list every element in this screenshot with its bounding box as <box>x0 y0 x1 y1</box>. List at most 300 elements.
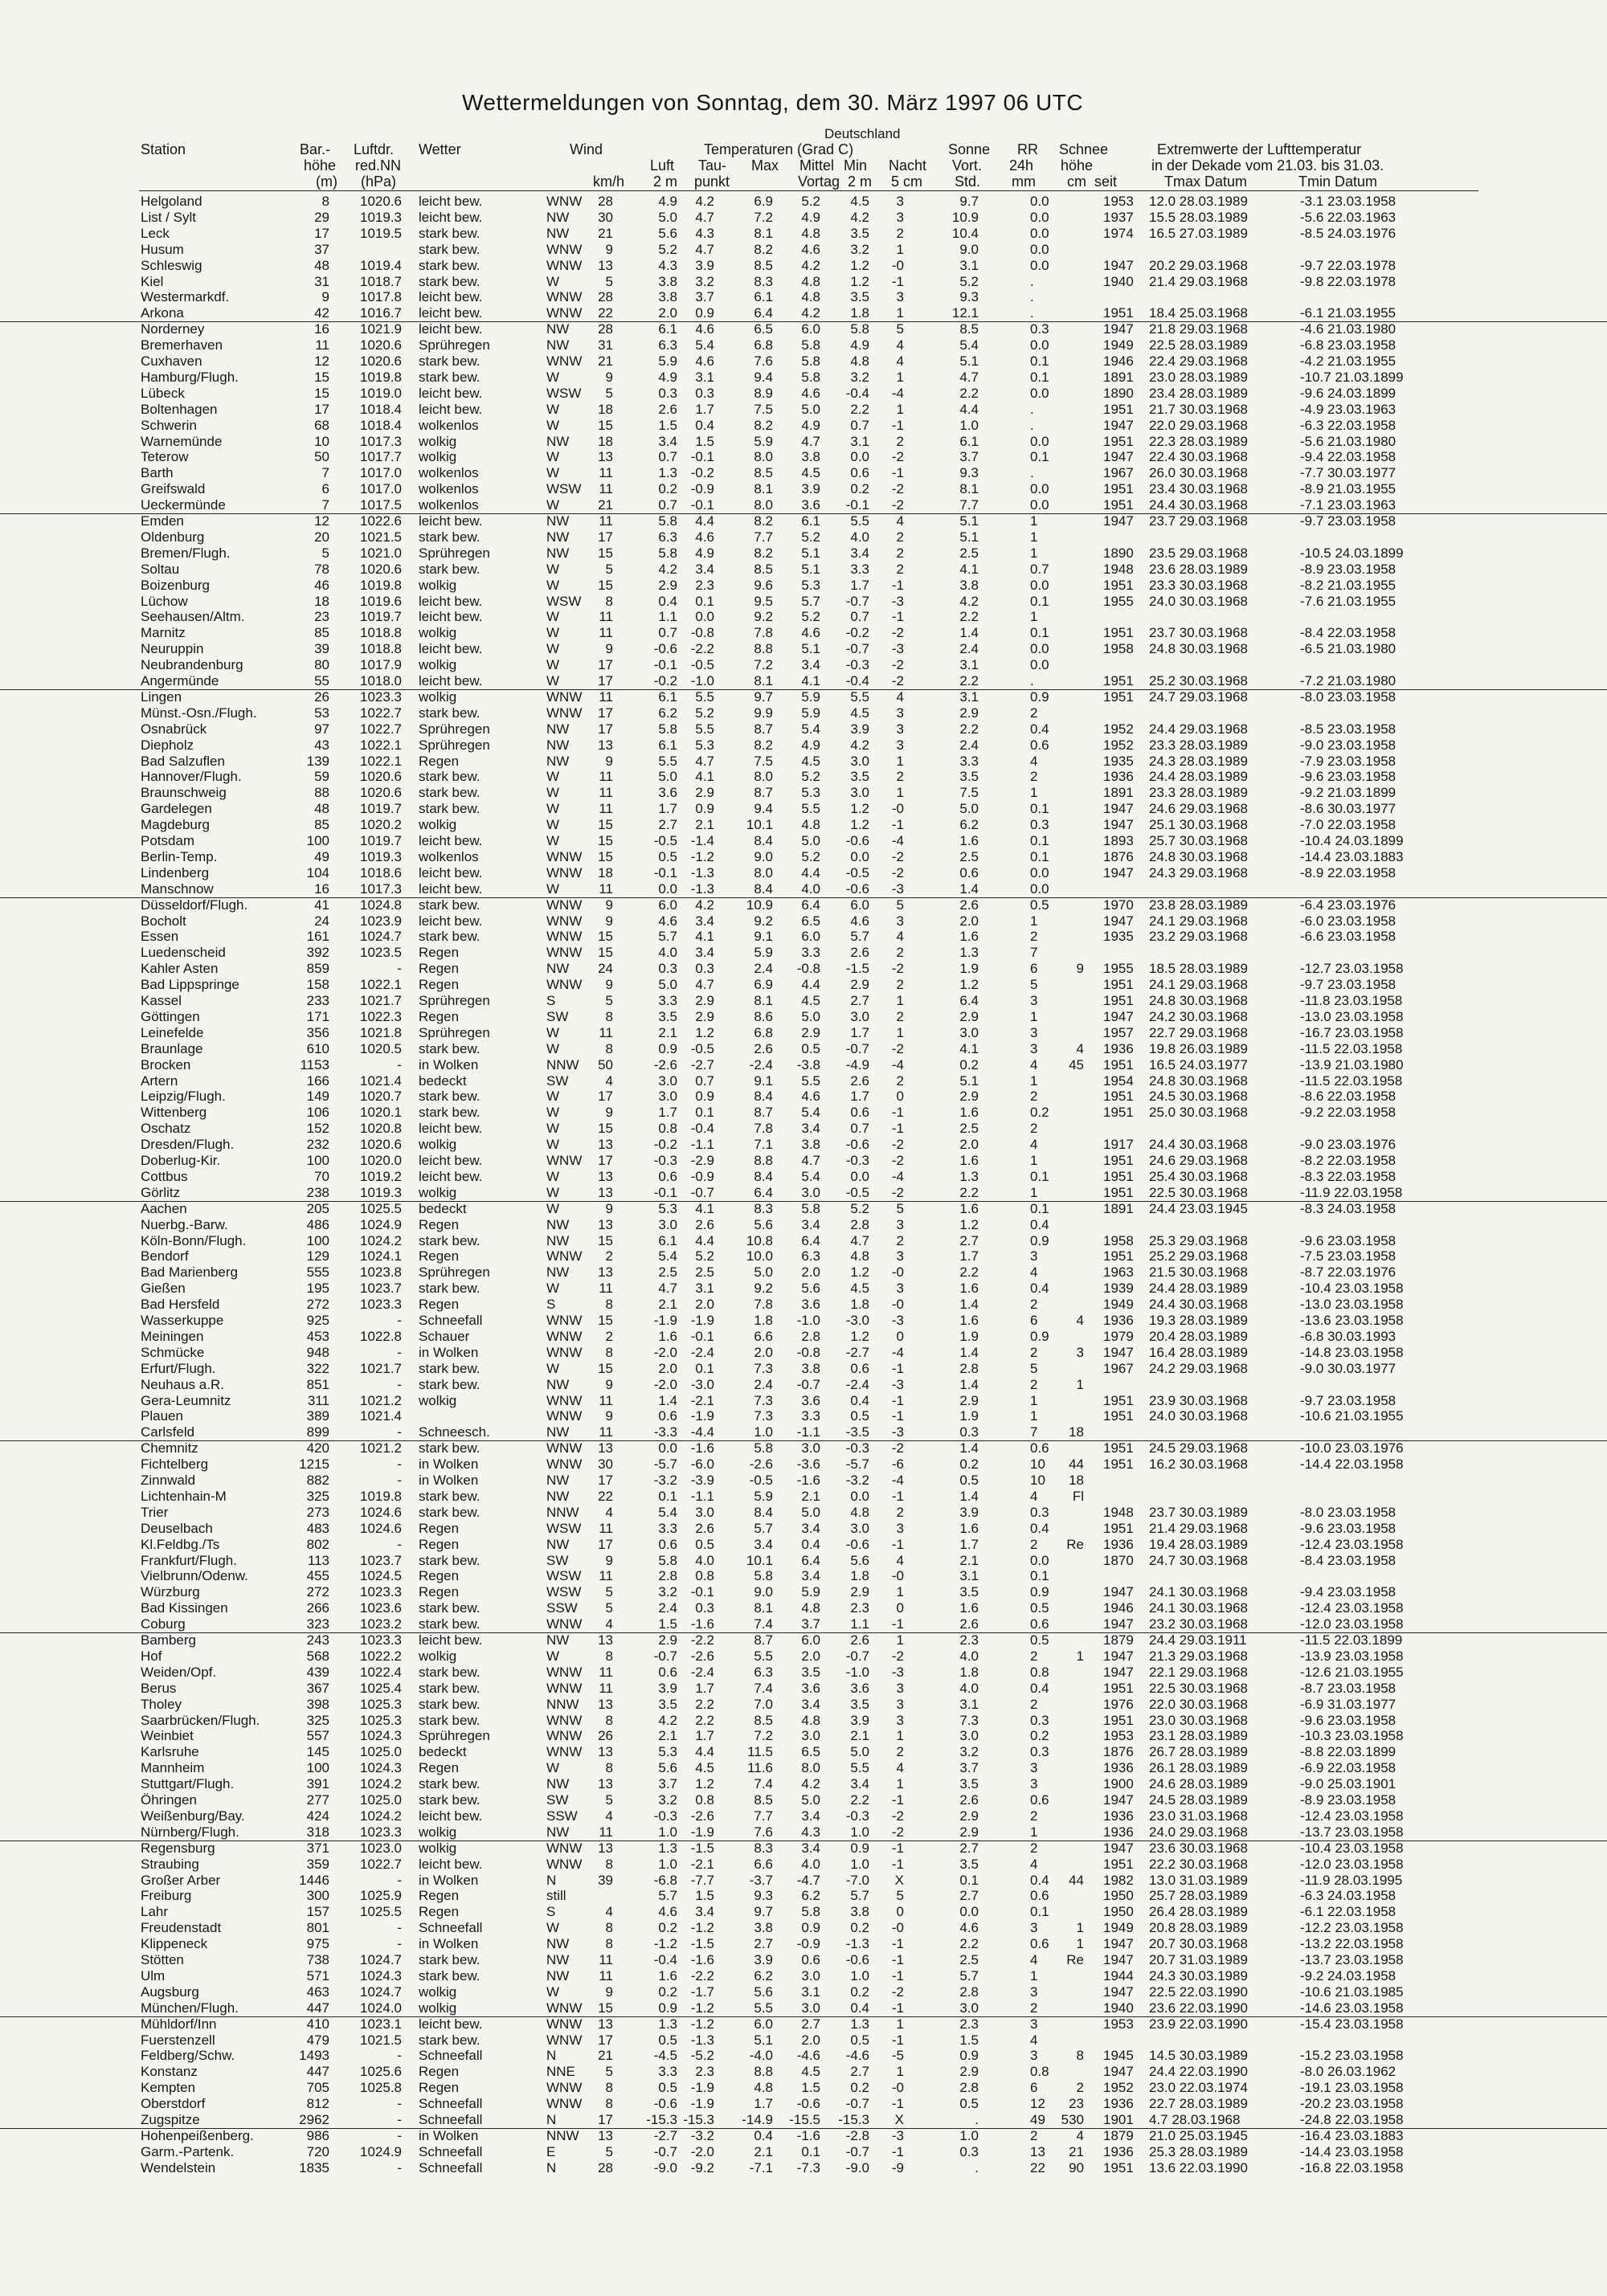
wind-direction: NW <box>546 1376 570 1392</box>
temp-max: 8.4 <box>754 1089 773 1105</box>
table-row <box>0 529 1607 545</box>
temp-air: 0.3 <box>658 961 677 977</box>
station-name: Essen <box>141 929 179 945</box>
temp-air: -3.3 <box>653 1424 677 1440</box>
temp-air: 0.7 <box>658 625 677 641</box>
temp-mean-prev: 3.4 <box>801 1808 820 1824</box>
temp-night: -2 <box>891 1824 904 1840</box>
temp-night: -2 <box>891 673 904 688</box>
tmax-record: 22.1 29.03.1968 <box>1149 1664 1248 1680</box>
pressure: 1019.8 <box>360 577 402 593</box>
weather: Schneefall <box>419 2096 483 2112</box>
temp-max: 6.4 <box>754 1184 773 1200</box>
pressure: 1019.5 <box>360 225 402 241</box>
header-min: Min <box>844 157 868 174</box>
tmax-record: 20.4 28.03.1989 <box>1149 1328 1248 1344</box>
temp-min: 0.0 <box>850 1488 869 1504</box>
temp-night: 4 <box>896 929 904 945</box>
temp-air: -5.7 <box>653 1456 677 1473</box>
precipitation: 0.1 <box>1030 449 1049 465</box>
temp-air: 6.0 <box>658 897 677 913</box>
temp-night: 3 <box>896 1712 904 1728</box>
wind-direction: NNE <box>546 2064 575 2080</box>
temp-min: 4.0 <box>850 529 869 545</box>
sunshine: 1.8 <box>959 1664 979 1680</box>
wind-speed: 5 <box>605 273 613 289</box>
sunshine: 2.2 <box>959 385 979 401</box>
sunshine: 9.0 <box>959 241 979 257</box>
tmin-record: -9.7 22.03.1978 <box>1300 257 1396 273</box>
station-name: Stötten <box>141 1952 184 1967</box>
temp-night: 1 <box>896 993 904 1008</box>
temp-air: 0.1 <box>658 1488 677 1504</box>
sunshine: 2.0 <box>959 1137 979 1153</box>
precipitation: 0.0 <box>1030 225 1049 241</box>
station-name: Neuruppin <box>141 641 204 657</box>
tmin-record: -24.8 22.03.1958 <box>1300 2112 1404 2127</box>
station-name: Konstanz <box>141 2064 198 2080</box>
weather: leicht bew. <box>419 1168 483 1184</box>
temp-max: 8.8 <box>754 641 773 657</box>
sunshine: 1.0 <box>959 417 979 433</box>
tmax-record: 25.2 30.03.1968 <box>1149 673 1248 688</box>
barometer-height: 85 <box>314 625 329 641</box>
temp-air: 3.9 <box>658 1680 677 1696</box>
temp-night: 1 <box>896 1024 904 1040</box>
temp-min: 1.3 <box>850 2016 869 2032</box>
since-year: 1947 <box>1103 2064 1134 2080</box>
pressure: 1020.6 <box>360 769 402 785</box>
since-year: 1979 <box>1103 1328 1134 1344</box>
station-name: Kempten <box>141 2080 196 2096</box>
temp-night: 5 <box>896 321 904 337</box>
temp-min: -2.8 <box>845 2127 869 2143</box>
pressure: 1021.8 <box>360 1024 402 1040</box>
temp-air: -1.2 <box>653 1936 677 1952</box>
station-name: Kl.Feldbg./Ts <box>141 1536 220 1552</box>
wind-speed: 13 <box>598 1696 613 1712</box>
precipitation: . <box>1030 417 1034 433</box>
temp-mean-prev: 5.5 <box>801 1072 820 1089</box>
station-name: Hof <box>141 1648 162 1664</box>
weather: leicht bew. <box>419 880 483 897</box>
barometer-height: 15 <box>314 385 329 401</box>
temp-night: 1 <box>896 401 904 417</box>
temp-mean-prev: 4.5 <box>801 2064 820 2080</box>
precipitation: 0.8 <box>1030 1664 1049 1680</box>
temp-dewpoint: 0.7 <box>695 1072 714 1089</box>
since-year: 1950 <box>1103 1888 1134 1904</box>
pressure: 1019.2 <box>360 1168 402 1184</box>
station-name: Öhringen <box>141 1792 197 1808</box>
temp-mean-prev: 5.3 <box>801 577 820 593</box>
since-year: 1951 <box>1103 1456 1134 1473</box>
temp-dewpoint: -1.2 <box>690 848 714 864</box>
sunshine: 1.3 <box>959 1168 979 1184</box>
pressure: 1021.4 <box>360 1072 402 1089</box>
tmin-record: -6.1 22.03.1958 <box>1300 1904 1396 1920</box>
temp-air: 2.1 <box>658 1728 677 1744</box>
temp-dewpoint: -3.0 <box>690 1376 714 1392</box>
temp-max: 9.0 <box>754 848 773 864</box>
station-name: Bad Lippspringe <box>141 977 239 993</box>
wind-direction: NW <box>546 1536 570 1552</box>
temp-min: 3.0 <box>850 1008 869 1024</box>
temp-min: -2.7 <box>845 1344 869 1360</box>
wind-direction: W <box>546 641 560 657</box>
wind-speed: 2 <box>605 1248 613 1264</box>
weather: Regen <box>419 1520 460 1536</box>
wind-speed: 4 <box>605 1504 613 1520</box>
precipitation: 1 <box>1030 1008 1038 1024</box>
temp-dewpoint: 3.9 <box>695 257 714 273</box>
temp-air: 5.6 <box>658 225 677 241</box>
barometer-height: 49 <box>314 848 329 864</box>
weather: stark bew. <box>419 1488 480 1504</box>
sunshine: 4.1 <box>959 561 979 577</box>
sunshine: 1.4 <box>959 1297 979 1313</box>
snow-depth: 18 <box>1069 1473 1084 1488</box>
weather: wolkig <box>419 1824 457 1840</box>
temp-min: 0.7 <box>850 609 869 625</box>
temp-air: 6.3 <box>658 529 677 545</box>
wind-direction: NW <box>546 1232 570 1248</box>
wind-direction: W <box>546 417 560 433</box>
temp-air: 0.2 <box>658 1983 677 2000</box>
temp-dewpoint: -1.9 <box>690 1408 714 1424</box>
pressure: 1024.8 <box>360 897 402 913</box>
temp-dewpoint: -2.7 <box>690 1056 714 1072</box>
tmax-record: 23.3 30.03.1968 <box>1149 577 1248 593</box>
sunshine: 1.9 <box>959 961 979 977</box>
barometer-height: 2962 <box>299 2112 329 2127</box>
precipitation: 2 <box>1030 705 1038 721</box>
temp-max: 9.2 <box>754 1281 773 1297</box>
since-year: 1879 <box>1103 1632 1134 1648</box>
temp-air: -3.2 <box>653 1473 677 1488</box>
temp-mean-prev: 4.2 <box>801 257 820 273</box>
wind-speed: 13 <box>598 1840 613 1856</box>
table-row <box>0 1888 1607 1904</box>
precipitation: 2 <box>1030 1696 1038 1712</box>
header-bar: Bar.- <box>300 141 331 157</box>
table-row <box>0 961 1607 977</box>
wind-speed: 13 <box>598 1440 613 1456</box>
header-luftdr-unit: (hPa) <box>361 174 397 190</box>
wind-direction: W <box>546 1040 560 1056</box>
wind-direction: W <box>546 1137 560 1153</box>
pressure: 1023.0 <box>360 1840 402 1856</box>
station-name: Diepholz <box>141 737 194 753</box>
wind-direction: W <box>546 577 560 593</box>
wind-direction: WNW <box>546 1408 583 1424</box>
temp-night: -1 <box>891 1952 904 1967</box>
precipitation: 1 <box>1030 513 1038 529</box>
precipitation: 10 <box>1030 1456 1045 1473</box>
wind-direction: WNW <box>546 257 583 273</box>
station-name: Wendelstein <box>141 2159 216 2175</box>
temp-night: -3 <box>891 1664 904 1680</box>
barometer-height: 389 <box>306 1408 329 1424</box>
temp-dewpoint: 2.6 <box>695 1216 714 1232</box>
snow-depth: 1 <box>1076 1920 1084 1936</box>
temp-mean-prev: 4.5 <box>801 753 820 769</box>
sunshine: 1.4 <box>959 1440 979 1456</box>
station-name: Leipzig/Flugh. <box>141 1089 226 1105</box>
barometer-height: 925 <box>306 1313 329 1328</box>
wind-speed: 4 <box>605 1808 613 1824</box>
tmin-record: -10.5 24.03.1899 <box>1300 545 1404 561</box>
wind-speed: 15 <box>598 945 613 961</box>
temp-max: 9.5 <box>754 593 773 609</box>
wind-speed: 15 <box>598 929 613 945</box>
temp-air: -4.5 <box>653 2048 677 2064</box>
temp-min: 0.9 <box>850 1840 869 1856</box>
temp-night: -2 <box>891 1184 904 1200</box>
tmin-record: -9.0 23.03.1976 <box>1300 1137 1396 1153</box>
pressure: 1023.3 <box>360 688 402 705</box>
temp-min: 3.0 <box>850 1520 869 1536</box>
barometer-height: 7 <box>321 497 329 513</box>
wind-direction: WNW <box>546 848 583 864</box>
weather: leicht bew. <box>419 673 483 688</box>
temp-dewpoint: 0.3 <box>695 961 714 977</box>
sunshine: 2.5 <box>959 545 979 561</box>
wind-direction: NW <box>546 433 570 449</box>
sunshine: 3.1 <box>959 688 979 705</box>
precipitation: 0.4 <box>1030 721 1049 737</box>
wind-speed: 11 <box>599 1824 613 1840</box>
weather: stark bew. <box>419 369 480 385</box>
wind-direction: WNW <box>546 1664 583 1680</box>
wind-direction: W <box>546 833 560 848</box>
since-year: 1951 <box>1103 1168 1134 1184</box>
temp-night: 0 <box>896 1328 904 1344</box>
weather: leicht bew. <box>419 401 483 417</box>
temp-air: -0.6 <box>653 641 677 657</box>
wind-speed: 5 <box>605 1792 613 1808</box>
temp-air: 0.6 <box>658 1408 677 1424</box>
since-year: 1951 <box>1103 673 1134 688</box>
pressure: 1023.7 <box>360 1552 402 1568</box>
temp-mean-prev: 2.1 <box>801 1488 820 1504</box>
snow-depth: 1 <box>1076 1648 1084 1664</box>
wind-speed: 15 <box>598 417 613 433</box>
temp-max: 7.7 <box>754 529 773 545</box>
barometer-height: 17 <box>314 225 329 241</box>
tmin-record: -13.0 23.03.1958 <box>1300 1008 1404 1024</box>
temp-dewpoint: 4.2 <box>695 897 714 913</box>
precipitation: 4 <box>1030 1856 1038 1872</box>
precipitation: 0.9 <box>1030 688 1049 705</box>
precipitation: 5 <box>1030 977 1038 993</box>
temp-max: 3.9 <box>754 1952 773 1967</box>
weather: leicht bew. <box>419 1808 483 1824</box>
tmax-record: 22.5 28.03.1989 <box>1149 337 1248 353</box>
temp-air: 4.2 <box>658 1712 677 1728</box>
header-vortag: Vortag <box>798 174 840 190</box>
wind-direction: WSW <box>546 1584 582 1600</box>
barometer-height: 7 <box>321 465 329 481</box>
temp-air: 1.3 <box>658 2016 677 2032</box>
table-row <box>0 1473 1607 1489</box>
table-row <box>0 305 1607 322</box>
wind-direction: WNW <box>546 929 583 945</box>
since-year: 1936 <box>1103 769 1134 785</box>
temp-min: 4.5 <box>850 705 869 721</box>
barometer-height: 104 <box>306 864 329 880</box>
temp-air: 5.6 <box>658 1760 677 1776</box>
temp-dewpoint: -0.1 <box>690 449 714 465</box>
temp-night: -1 <box>891 1121 904 1137</box>
since-year: 1951 <box>1103 1520 1134 1536</box>
barometer-height: 610 <box>306 1040 329 1056</box>
sunshine: 3.2 <box>959 1744 979 1760</box>
snow-depth: 9 <box>1076 961 1084 977</box>
station-name: Stuttgart/Flugh. <box>141 1776 235 1792</box>
header-nacht-2: 5 cm <box>891 174 923 190</box>
precipitation: 0.6 <box>1030 1792 1049 1808</box>
tmax-record: 15.5 28.03.1989 <box>1149 209 1248 225</box>
table-row <box>0 418 1607 434</box>
temp-air: -0.1 <box>653 864 677 880</box>
table-row <box>0 513 1607 529</box>
since-year: 1951 <box>1103 433 1134 449</box>
tmax-record: 23.6 22.03.1990 <box>1149 2000 1248 2016</box>
wind-speed: 15 <box>598 833 613 848</box>
pressure: 1023.8 <box>360 1264 402 1281</box>
weather: wolkig <box>419 1983 457 2000</box>
sunshine: 10.9 <box>951 209 979 225</box>
since-year: 1954 <box>1103 1072 1134 1089</box>
table-row <box>0 1057 1607 1073</box>
tmax-record: 25.3 29.03.1968 <box>1149 1232 1248 1248</box>
sunshine: 2.3 <box>959 2016 979 2032</box>
weather: wolkig <box>419 688 457 705</box>
wind-direction: WNW <box>546 945 583 961</box>
since-year: 1951 <box>1103 1105 1134 1121</box>
since-year: 1946 <box>1103 1600 1134 1616</box>
tmax-record: 25.3 28.03.1989 <box>1149 2143 1248 2159</box>
wind-direction: W <box>546 673 560 688</box>
precipitation: 1 <box>1030 529 1038 545</box>
temp-night: -0 <box>891 1264 904 1281</box>
table-row <box>0 1153 1607 1169</box>
temp-max: 8.2 <box>754 513 773 529</box>
pressure: 1017.9 <box>360 657 402 673</box>
wind-direction: W <box>546 1360 560 1376</box>
barometer-height: 568 <box>306 1648 329 1664</box>
since-year: 1947 <box>1103 1792 1134 1808</box>
table-row <box>0 274 1607 290</box>
temp-mean-prev: 2.0 <box>801 2032 820 2048</box>
temp-mean-prev: 6.0 <box>801 321 820 337</box>
sunshine: 4.0 <box>959 1680 979 1696</box>
sunshine: 1.2 <box>959 977 979 993</box>
tmin-record: -6.4 23.03.1976 <box>1300 897 1396 913</box>
pressure: 1023.3 <box>360 1632 402 1648</box>
sunshine: 2.8 <box>959 2080 979 2096</box>
pressure: 1023.5 <box>360 945 402 961</box>
barometer-height: 899 <box>306 1424 329 1440</box>
header-luft-2: 2 m <box>653 174 678 190</box>
tmin-record: -10.0 23.03.1976 <box>1300 1440 1404 1456</box>
temp-min: 1.0 <box>850 1824 869 1840</box>
table-row <box>0 370 1607 386</box>
precipitation: . <box>1030 305 1034 321</box>
pressure: 1023.6 <box>360 1600 402 1616</box>
station-name: Angermünde <box>141 673 219 688</box>
sunshine: 2.9 <box>959 1089 979 1105</box>
wind-speed: 17 <box>598 1089 613 1105</box>
temp-dewpoint: -0.7 <box>690 1184 714 1200</box>
temp-min: -7.0 <box>845 1872 869 1888</box>
temp-night: X <box>894 2112 904 2127</box>
temp-mean-prev: -3.8 <box>796 1056 820 1072</box>
temp-max: 8.6 <box>754 1008 773 1024</box>
temp-mean-prev: 5.3 <box>801 785 820 801</box>
temp-night: -1 <box>891 1488 904 1504</box>
tmax-record: 22.7 29.03.1968 <box>1149 1024 1248 1040</box>
temp-air: -9.0 <box>653 2159 677 2175</box>
temp-air: 1.5 <box>658 417 677 433</box>
temp-min: 2.1 <box>850 1728 869 1744</box>
tmin-record: -9.2 24.03.1958 <box>1300 1967 1396 1983</box>
precipitation: 0.0 <box>1030 337 1049 353</box>
tmin-record: -9.7 23.03.1958 <box>1300 1392 1396 1408</box>
station-name: Bad Hersfeld <box>141 1297 220 1313</box>
temp-air: 1.4 <box>658 1392 677 1408</box>
temp-min: 1.7 <box>850 577 869 593</box>
temp-max: 8.3 <box>754 273 773 289</box>
pressure: 1021.7 <box>360 993 402 1008</box>
table-row <box>0 1424 1607 1441</box>
temp-night: -2 <box>891 449 904 465</box>
tmin-record: -4.2 21.03.1955 <box>1300 353 1396 369</box>
pressure: 1020.0 <box>360 1153 402 1168</box>
station-name: Potsdam <box>141 833 195 848</box>
tmax-record: 23.6 30.03.1968 <box>1149 1840 1248 1856</box>
barometer-height: 12 <box>314 353 329 369</box>
tmax-record: 16.5 27.03.1989 <box>1149 225 1248 241</box>
weather: Sprühregen <box>419 721 490 737</box>
precipitation: 6 <box>1030 961 1038 977</box>
tmax-record: 16.2 30.03.1968 <box>1149 1456 1248 1473</box>
temp-mean-prev: 4.8 <box>801 289 820 305</box>
pressure: 1025.0 <box>360 1744 402 1760</box>
tmax-record: 24.6 29.03.1968 <box>1149 1153 1248 1168</box>
temp-max: 9.1 <box>754 1072 773 1089</box>
temp-dewpoint: 4.1 <box>695 1200 714 1216</box>
precipitation: 12 <box>1030 2096 1045 2112</box>
wind-speed: 22 <box>598 1488 613 1504</box>
tmin-record: -20.2 23.03.1958 <box>1300 2096 1404 2112</box>
temp-night: 4 <box>896 353 904 369</box>
tmax-record: 16.4 28.03.1989 <box>1149 1344 1248 1360</box>
station-name: Bad Kissingen <box>141 1600 228 1616</box>
temp-max: 5.1 <box>754 2032 773 2048</box>
sunshine: 3.0 <box>959 1728 979 1744</box>
temp-mean-prev: 4.8 <box>801 1600 820 1616</box>
precipitation: 1 <box>1030 609 1038 625</box>
temp-min: 0.5 <box>850 1408 869 1424</box>
precipitation: 5 <box>1030 1360 1038 1376</box>
tmin-record: -10.6 21.03.1955 <box>1300 1408 1404 1424</box>
precipitation: 0.0 <box>1030 880 1049 897</box>
temp-dewpoint: 2.2 <box>695 1712 714 1728</box>
since-year: 1947 <box>1103 1344 1134 1360</box>
pressure: 1022.7 <box>360 1856 402 1872</box>
